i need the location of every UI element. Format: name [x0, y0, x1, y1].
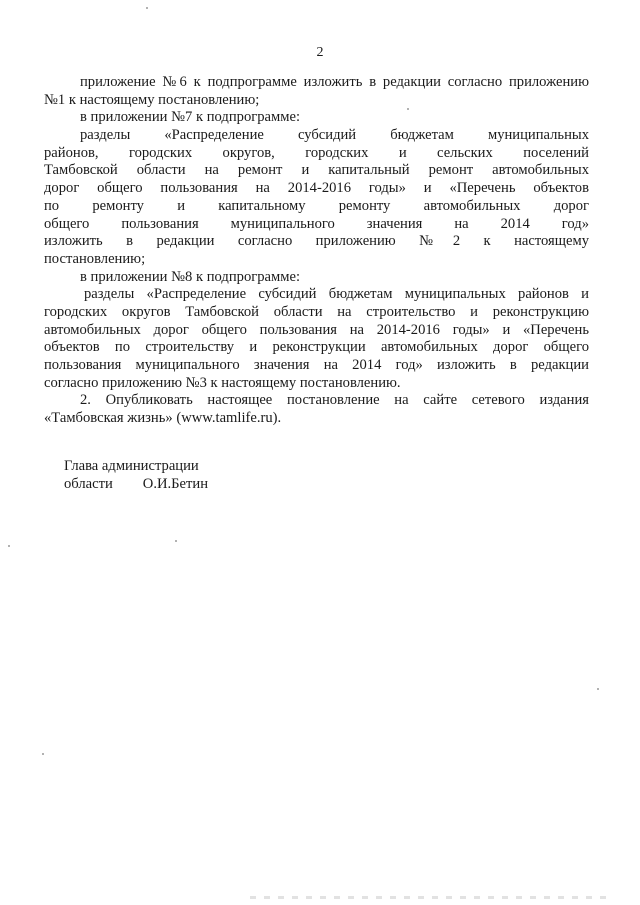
- document-body: [44, 74, 589, 428]
- body-line: изложить в редакции согласно приложению №2 к настоящему: [44, 233, 589, 250]
- body-line: общего пользования муниципального значения на 2014 год»: [44, 215, 589, 232]
- body-line: объектов по строительству и реконструкции автомобильных дорог общего: [44, 339, 589, 356]
- body-line: городских округов Тамбовской области на строительство и реконструкцию: [44, 303, 589, 320]
- body-line: районов, городских округов, городских и сельских поселений: [44, 144, 589, 161]
- scan-speck: [175, 540, 177, 542]
- scan-speck: [8, 545, 10, 547]
- signature-title-line2: области: [64, 476, 113, 492]
- page-number: 2: [316, 45, 324, 60]
- body-line: №1 к настоящему постановлению;: [44, 91, 260, 108]
- body-line: в приложении №7 к подпрограмме:: [80, 109, 301, 126]
- body-line: по ремонту и капитальному ремонту автомобильных дорог: [44, 197, 589, 214]
- body-line: 2. Опубликовать настоящее постановление на сайте сетевого издания: [80, 392, 589, 409]
- body-line: в приложении №8 к подпрограмме:: [80, 268, 301, 285]
- scan-speck: [146, 7, 148, 9]
- signatory-name: О.И.Бетин: [142, 476, 209, 492]
- body-line: пользования муниципального значения на 2014 год» изложить в редакции: [44, 357, 589, 373]
- body-line: разделы «Распределение субсидий бюджетам муниципальных: [80, 127, 589, 144]
- scan-speck: [597, 688, 599, 690]
- body-line: Тамбовской области на ремонт и капитальный ремонт автомобильных: [44, 162, 589, 179]
- body-line: «Тамбовская жизнь» (www.tamlife.ru).: [44, 410, 282, 427]
- scan-speck: [407, 108, 409, 110]
- signature-title-row: [64, 475, 208, 493]
- body-line: автомобильных дорог общего пользования на 2014-2016 годы» и «Перечень: [44, 321, 589, 338]
- scan-speck: [42, 753, 44, 755]
- signature-title-line1: Глава администрации: [64, 458, 199, 474]
- body-line: приложение №6 к подпрограмме изложить в редакции согласно приложению: [80, 74, 589, 90]
- body-line: согласно приложению №3 к настоящему постановлению.: [44, 374, 401, 391]
- body-line: разделы «Распределение субсидий бюджетам муниципальных районов и: [84, 286, 589, 303]
- scan-edge-artifact: [250, 896, 610, 899]
- body-line: постановлению;: [44, 250, 146, 267]
- body-line: дорог общего пользования на 2014-2016 годы» и «Перечень объектов: [44, 180, 589, 197]
- signature-block: [64, 457, 208, 493]
